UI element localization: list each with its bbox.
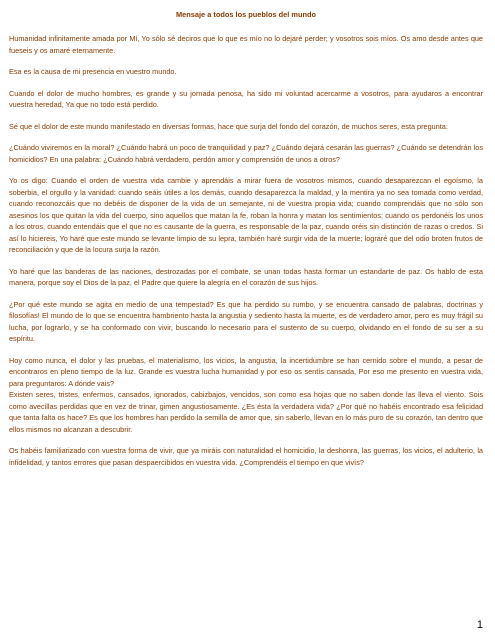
document-page [9, 10, 483, 478]
paragraph-3: Cuando el dolor de mucho hombres, es grande y su jornada penosa, ha sido mi voluntad acercarme a vosotros, para ayudaros a encontrar vuestra heredad, Ya que no todo está perdido. [9, 88, 483, 109]
paragraph-10: Existen seres, tristes, enfermos, cansados, ignorados, cabizbajos, vencidos, son como esa hojas que no saben donde las lleva el viento. Sois como avecillas perdidas que en vez de trinar, gimen angustiosamente. ¿Es ésta la verdadera vida? ¿Por qué no habéis encontrado esa felicidad que tanta falta os hace? Es que los hombres han perdido la semilla de amor que, sin saberlo, llevan en lo más puro de su corazón, tan dentro que ellos mismos no alcanzan a descubrir. [9, 390, 483, 434]
paragraph-7: Yo haré que las banderas de las naciones, destrozadas por el combate, se unan todas hasta formar un estandarte de paz. Os hablo de esta manera, porque soy el Dios de la paz, el Padre que quiere la alegría en el corazón de sus hijos. [9, 266, 483, 287]
paragraph-11: Os habéis familiarizado con vuestra forma de vivir, que ya miráis con naturalidad el homicidio, la deshonra, las guerras, los vicios, el adulterio, la infidelidad, y tantos errores que pasan despaercibidos en vuestra vida. ¿Comprendéis el tiempo en que vivís? [9, 446, 483, 467]
paragraph-1: Humanidad infinitamente amada por Mí, Yo sólo sé deciros que lo que es mío no lo dejaré perder; y vosotros sois míos. Os amo desde antes que fueseis y os amaré eternamente. [9, 34, 483, 55]
document-title: Mensaje a todos los pueblos del mundo [175, 10, 317, 19]
page-number: 1 [476, 619, 483, 631]
paragraph-2: Esa es la causa de mi presencia en vuestro mundo. [9, 67, 177, 76]
paragraph-9: Hoy como nunca, el dolor y las pruebas, el materialismo, los vicios, la angustia, la incertidumbre se han cernido sobre el mundo, a pesar de encontraros en pleno tiempo de la luz. Grande es vuestra lucha humanidad y por eso os sentís cansada, Por eso me presento en vuestra vida, para preguntaros: A dónde vais? [9, 355, 483, 388]
paragraph-4: Sé que el dolor de este mundo manifestado en diversas formas, hace que surja del fondo del corazón, de muchos seres, esta pregunta: [9, 121, 448, 131]
paragraph-8: ¿Por qué este mundo se agita en medio de una tempestad? Es que ha perdido su rumbo, y se encuentra cansado de palabras, doctrinas y filosofías! El mundo de lo que se encuentra hambriento hasta la angustia y sediento hasta la muerte, es de verdadero amor, pero es muy frágil su lucha, por lograrlo, y se ha conformado con vivir, buscando lo necesario para el sustento de su cuerpo, olvidando en el fondo de su ser a su espíritu. [9, 299, 483, 343]
paragraph-6: Yo os digo: Cuando el orden de vuestra vida cambie y aprendáis a mirar fuera de vosotros mismos, cuando desaparezcan el egoísmo, la soberbia, el orgullo y la vanidad: cuando seáis útiles a los demás, cuando desaparezca la maldad, y la mentira ya no sea tomada como verdad, cuando reconozcáis que no debéis de disponer de la vida de un semejante, ni de vuestra propia vida; cuando comprendáis que no sólo son asesinos los que quitan la vida del cuerpo, sino aquellos que matan la fe, roban la honra y matan los sentimientos; cuando os perdonéis los unos a los otros, cuando entendáis que el que no es causante de la guerra, es responsable de la paz, cuando oréis sin distinción de razas o credos. Si así lo hiciereis, Yo haré que este mundo se levante limpio de su lepra, también haré surgir vida de la muerte; lograré que del odio broten frutos de reconciliación y que de la locura surja la razón. [9, 176, 483, 254]
paragraph-5: ¿Cuándo viviremos en la moral? ¿Cuándo habrá un poco de tranquilidad y paz? ¿Cuándo dejará cesarán las guerras? ¿Cuándo se detendrán los homicidios? En una palabra: ¿Cuándo habrá verdadero, perdón amor y comprensión de unos a otros? [9, 143, 483, 164]
